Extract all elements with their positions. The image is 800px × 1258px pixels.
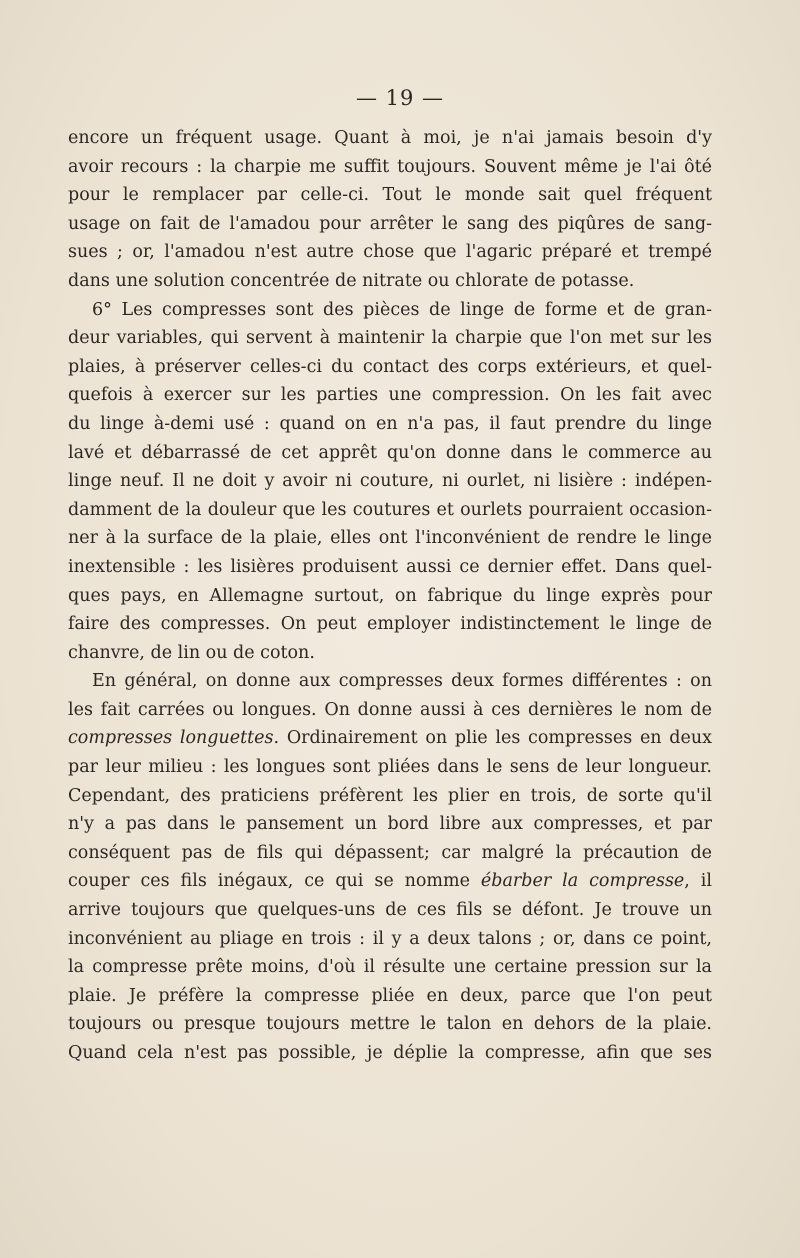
- text-line: 6° Les compresses sont des pièces de linge de forme et de gran-: [92, 299, 712, 320]
- text-line: deur variables, qui servent à maintenir la charpie que l'on met sur les: [68, 328, 712, 349]
- text-line: plaie. Je préfère la compresse pliée en deux, parce que l'on peut: [68, 985, 712, 1006]
- text-line: [68, 724, 712, 753]
- text-line: linge neuf. Il ne doit y avoir ni couture, ni ourlet, ni lisière : indépen-: [68, 471, 712, 492]
- italic-term: ébarber la compresse: [480, 871, 685, 892]
- text-line: inconvénient au pliage en trois : il y a deux talons ; or, dans ce point,: [68, 928, 712, 949]
- text-line: conséquent pas de fils qui dépassent; car malgré la précaution de: [68, 842, 712, 863]
- text-line: sues ; or, l'amadou n'est autre chose que l'agaric préparé et trempé: [68, 242, 712, 263]
- text-line: En général, on donne aux compresses deux formes différentes : on: [92, 671, 712, 692]
- text-line: avoir recours : la charpie me suffit toujours. Souvent même je l'ai ôté: [68, 156, 712, 177]
- text-line: chanvre, de lin ou de coton.: [68, 642, 315, 663]
- text-line: [68, 867, 712, 896]
- text-line: inextensible : les lisières produisent aussi ce dernier effet. Dans quel-: [68, 556, 712, 577]
- text-line: toujours ou presque toujours mettre le talon en dehors de la plaie.: [68, 1014, 712, 1035]
- text-line: les fait carrées ou longues. On donne aussi à ces dernières le nom de: [68, 699, 712, 720]
- text-line: ques pays, en Allemagne surtout, on fabrique du linge exprès pour: [68, 585, 712, 606]
- text-line: la compresse prête moins, d'où il résulte une certaine pression sur la: [68, 957, 712, 978]
- text-line: ner à la surface de la plaie, elles ont l'inconvénient de rendre le linge: [68, 528, 712, 549]
- text-line: Quand cela n'est pas possible, je déplie la compresse, afin que ses: [68, 1043, 712, 1063]
- italic-term: compresses longuettes: [68, 728, 274, 749]
- text-line: encore un fréquent usage. Quant à moi, je n'ai jamais besoin d'y: [68, 128, 712, 148]
- text-line: damment de la douleur que les coutures et ourlets pourraient occasion-: [68, 499, 712, 520]
- text-line: plaies, à préserver celles-ci du contact des corps extérieurs, et quel-: [68, 356, 712, 377]
- text-segment: couper ces fils inégaux, ce qui se nomme: [68, 871, 481, 892]
- body-text: [68, 124, 712, 1068]
- text-line: arrive toujours que quelques-uns de ces fils se défont. Je trouve un: [68, 900, 712, 921]
- text-segment: , il: [684, 871, 712, 892]
- text-line: usage on fait de l'amadou pour arrêter le sang des piqûres de sang-: [68, 213, 712, 234]
- text-line: Cependant, des praticiens préfèrent les plier en trois, de sorte qu'il: [68, 785, 712, 806]
- text-segment: . Ordinairement on plie les compresses en deux: [273, 728, 712, 749]
- text-line: lavé et débarrassé de cet apprêt qu'on donne dans le commerce au: [68, 442, 712, 463]
- text-line: faire des compresses. On peut employer indistinctement le linge de: [68, 614, 712, 635]
- text-line: n'y a pas dans le pansement un bord libre aux compresses, et par: [68, 814, 712, 835]
- text-line: pour le remplacer par celle-ci. Tout le monde sait quel fréquent: [68, 185, 712, 206]
- text-line: du linge à-demi usé : quand on en n'a pas, il faut prendre du linge: [68, 413, 712, 434]
- text-line: par leur milieu : les longues sont pliées dans le sens de leur longueur.: [68, 757, 712, 778]
- page-number: — 19 —: [355, 86, 445, 110]
- text-line: quefois à exercer sur les parties une compression. On les fait avec: [68, 385, 712, 406]
- text-line: dans une solution concentrée de nitrate ou chlorate de potasse.: [68, 270, 635, 291]
